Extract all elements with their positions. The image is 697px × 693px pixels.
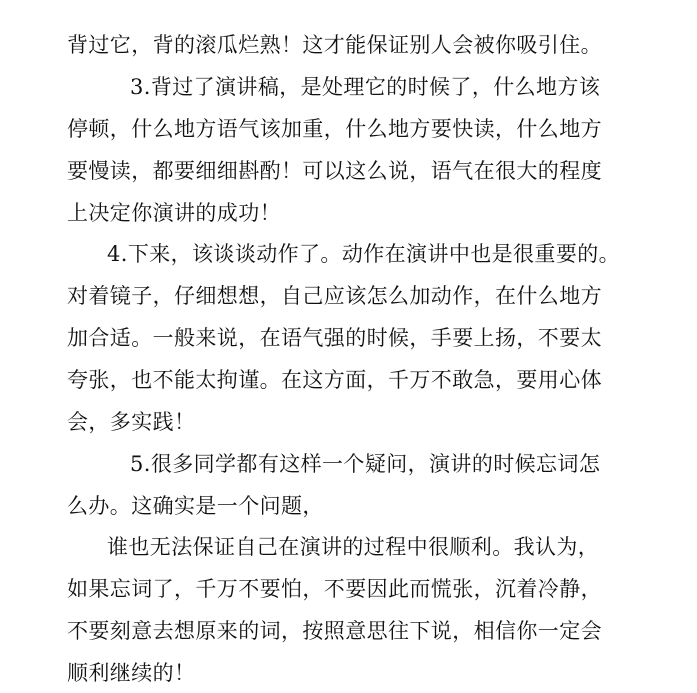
text-line: 加合适。一般来说，在语气强的时候，手要上扬，不要太: [67, 326, 602, 350]
text-line: 4.下来，该谈谈动作了。动作在演讲中也是很重要的。: [107, 242, 621, 266]
text-line: 3.背过了演讲稿，是处理它的时候了，什么地方该: [130, 75, 601, 99]
text-line: 5.很多同学都有这样一个疑问，演讲的时候忘词怎: [130, 452, 601, 476]
text-line: 么办。这确实是一个问题，: [67, 494, 324, 518]
text-line: 谁也无法保证自己在演讲的过程中很顺利。我认为，: [107, 535, 600, 559]
text-line: 停顿，什么地方语气该加重，什么地方要快读，什么地方: [67, 117, 602, 141]
text-line: 夸张，也不能太拘谨。在这方面，千万不敢急，要用心体: [67, 368, 602, 392]
text-line: 不要刻意去想原来的词，按照意思往下说，相信你一定会: [67, 619, 602, 643]
text-line: 对着镜子，仔细想想，自己应该怎么加动作，在什么地方: [67, 284, 602, 308]
text-line: 上决定你演讲的成功！: [67, 201, 281, 225]
text-line: 要慢读，都要细细斟酌！可以这么说，语气在很大的程度: [67, 159, 602, 183]
text-line: 顺利继续的！: [67, 661, 196, 685]
text-line: 背过它，背的滚瓜烂熟！这才能保证别人会被你吸引住。: [67, 33, 602, 57]
text-line: 会，多实践！: [67, 410, 196, 434]
text-line: 如果忘词了，千万不要怕，不要因此而慌张，沉着冷静，: [67, 577, 602, 601]
